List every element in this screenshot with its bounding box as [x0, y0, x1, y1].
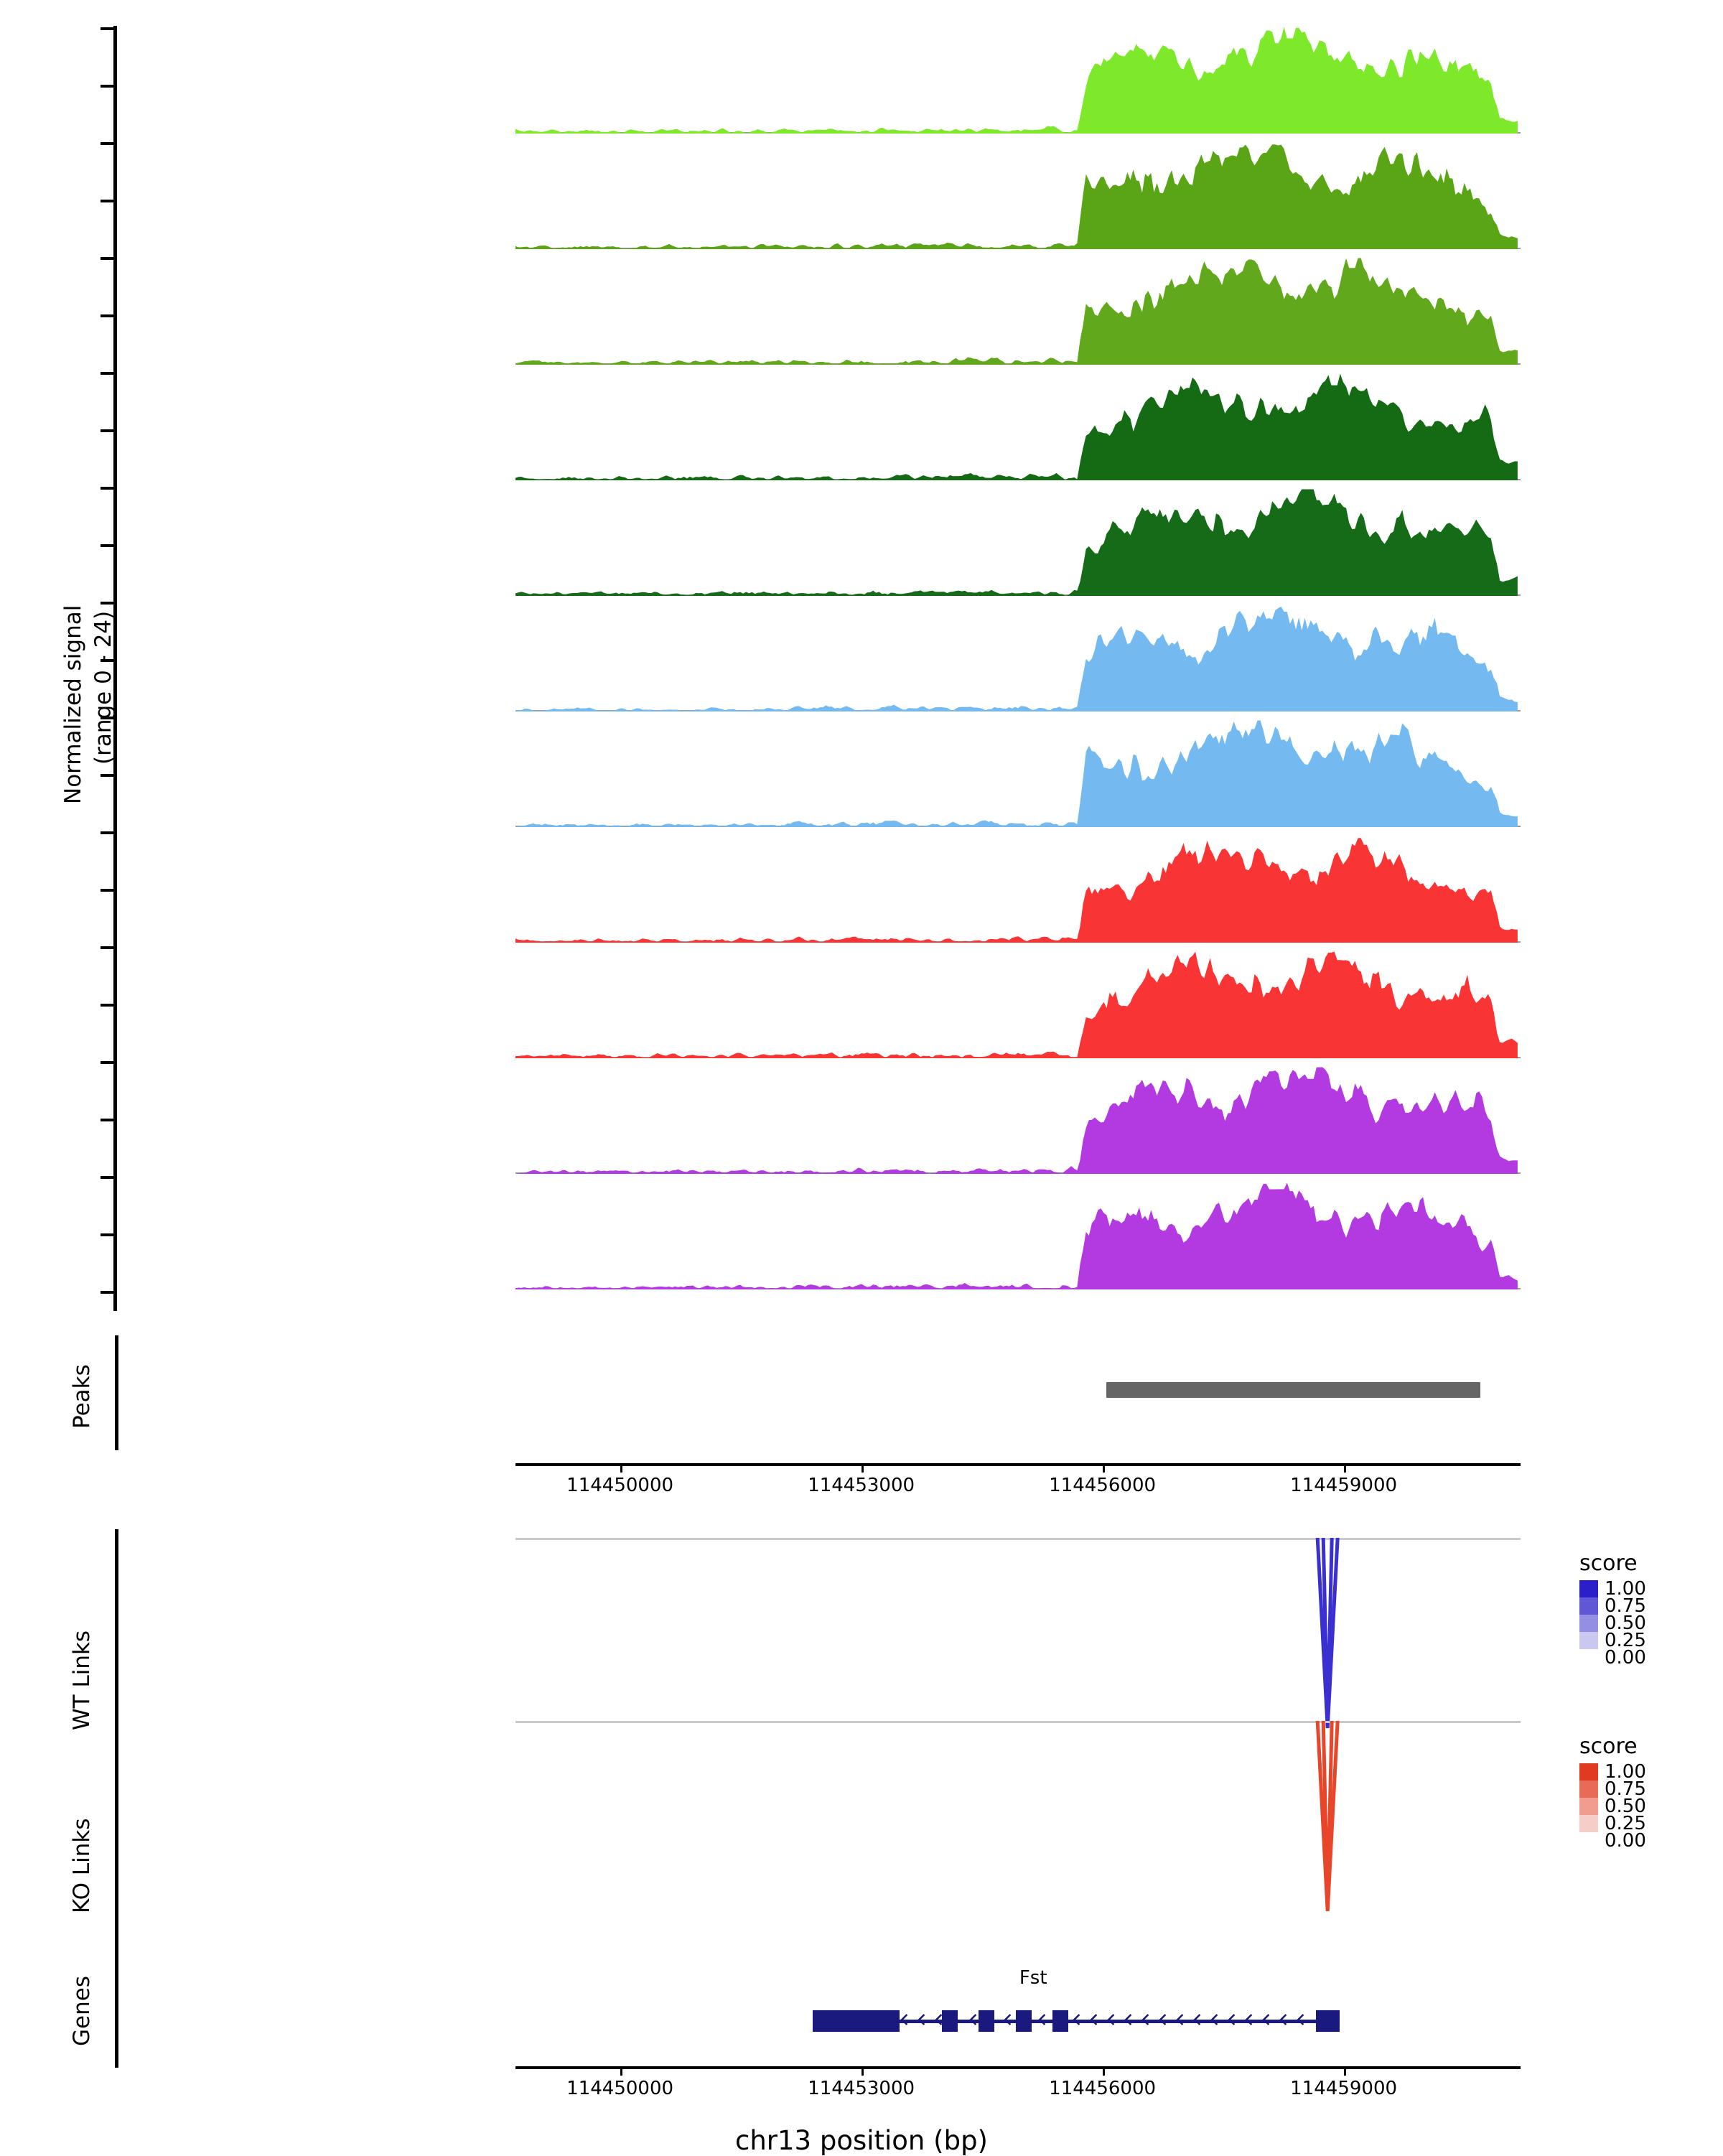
genes-panel	[0, 1903, 1723, 2156]
axis-tick-label: 114456000	[1049, 2078, 1157, 2099]
peak-region	[1106, 1382, 1480, 1398]
ko-score-legend	[1579, 1734, 1646, 1852]
axis-tick-label: 114456000	[1049, 1475, 1157, 1496]
wt-links-label: WT Links	[69, 1630, 95, 1730]
peaks-label: Peaks	[69, 1364, 95, 1429]
genes-axis-spine	[115, 1903, 118, 2068]
coverage-track	[515, 141, 1521, 249]
track-signal-area	[515, 141, 1521, 249]
axis-tick	[862, 2066, 864, 2076]
wt-score-legend	[1579, 1551, 1646, 1669]
axis-tick	[1103, 2066, 1105, 2076]
legend-label: 1.00	[1605, 1578, 1646, 1600]
legend-swatch	[1579, 1798, 1598, 1815]
track-signal-area	[515, 1182, 1521, 1289]
legend-label: 0.50	[1605, 1613, 1646, 1634]
coordinate-axis-top	[515, 1463, 1521, 1506]
legend-label: 0.75	[1605, 1595, 1646, 1617]
genes-label: Genes	[69, 1976, 95, 2046]
legend-swatch	[1579, 1815, 1598, 1832]
track-signal-area	[515, 719, 1521, 827]
coverage-track	[515, 604, 1521, 711]
legend-swatch	[1579, 1615, 1598, 1632]
legend-label: 0.25	[1605, 1813, 1646, 1834]
legend-swatch	[1579, 1580, 1598, 1597]
legend-label: 0.25	[1605, 1630, 1646, 1651]
legend-entry	[1579, 1830, 1646, 1852]
legend-swatch	[1579, 1832, 1598, 1849]
track-signal-area	[515, 835, 1521, 943]
ko-legend-title: score	[1579, 1734, 1638, 1759]
legend-swatch	[1579, 1781, 1598, 1798]
axis-tick	[1103, 1463, 1105, 1473]
axis-tick	[862, 1463, 864, 1473]
peaks-panel	[0, 1328, 1723, 1457]
peaks-axis-spine	[115, 1335, 118, 1450]
gene-strand-arrows	[515, 2005, 1521, 2048]
peak-regions	[515, 1328, 1521, 1457]
legend-swatch	[1579, 1597, 1598, 1615]
coverage-track	[515, 373, 1521, 480]
axis-tick-label: 114450000	[566, 2078, 674, 2099]
track-signal-area	[515, 604, 1521, 711]
ko-links-label: KO Links	[69, 1818, 95, 1913]
axis-tick-label: 114459000	[1290, 1475, 1398, 1496]
legend-label: 1.00	[1605, 1761, 1646, 1783]
track-signal-area	[515, 488, 1521, 596]
axis-tick	[1344, 2066, 1346, 2076]
track-signal-area	[515, 373, 1521, 480]
coverage-track	[515, 1182, 1521, 1289]
y-axis-title-line1: Normalized signal	[60, 605, 86, 804]
legend-entry	[1579, 1647, 1646, 1669]
legend-swatch	[1579, 1632, 1598, 1649]
legend-label: 0.00	[1605, 1830, 1646, 1852]
legend-swatch	[1579, 1763, 1598, 1781]
coordinate-axis-bottom	[515, 2066, 1521, 2109]
coverage-track	[515, 951, 1521, 1058]
coverage-track	[515, 26, 1521, 134]
track-signal-area	[515, 951, 1521, 1058]
coverage-track	[515, 1066, 1521, 1174]
axis-tick-label: 114453000	[808, 1475, 915, 1496]
axis-tick-label: 114450000	[566, 1475, 674, 1496]
y-axis-title-line2: (range 0 - 24)	[90, 610, 116, 765]
track-signal-area	[515, 1066, 1521, 1174]
coverage-track	[515, 257, 1521, 365]
axis-tick	[1344, 1463, 1346, 1473]
gene-name-label: Fst	[1019, 1967, 1047, 1989]
legend-label: 0.75	[1605, 1778, 1646, 1800]
legend-label: 0.00	[1605, 1647, 1646, 1669]
legend-label: 0.50	[1605, 1796, 1646, 1817]
wt-legend-title: score	[1579, 1551, 1638, 1576]
x-axis-title: chr13 position (bp)	[734, 2125, 988, 2156]
axis-tick	[620, 2066, 622, 2076]
gene-models	[515, 1903, 1521, 2068]
axis-tick-label: 114453000	[808, 2078, 915, 2099]
coverage-track	[515, 488, 1521, 596]
legend-swatch	[1579, 1649, 1598, 1666]
coverage-track	[515, 719, 1521, 827]
coverage-track	[515, 835, 1521, 943]
track-signal-area	[515, 257, 1521, 365]
axis-tick-label: 114459000	[1290, 2078, 1398, 2099]
axis-tick	[620, 1463, 622, 1473]
track-signal-area	[515, 26, 1521, 134]
